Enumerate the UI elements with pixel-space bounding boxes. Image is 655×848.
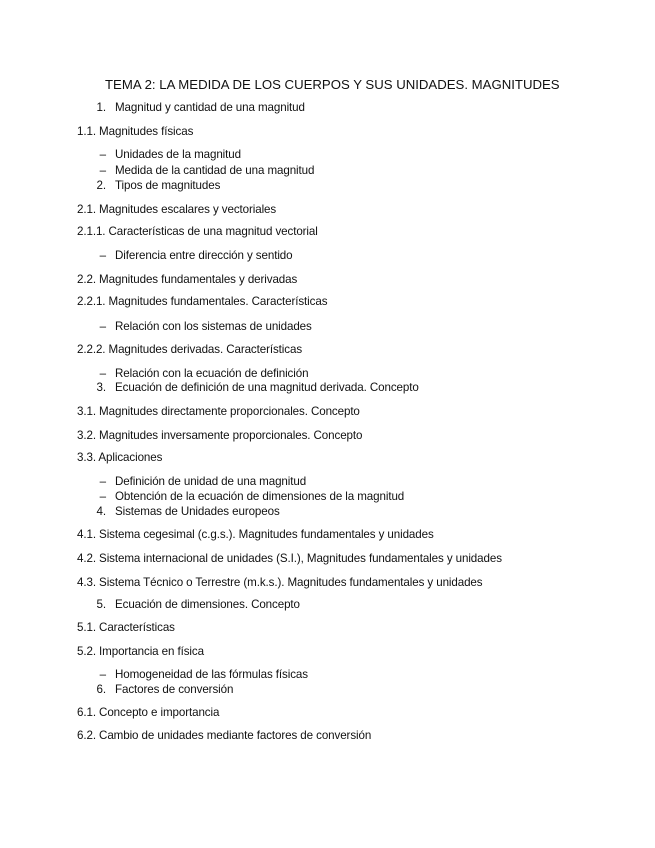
outline-heading: 2.2. Magnitudes fundamentales y derivadas [77,273,298,286]
bullet-item-text: Homogeneidad de las fórmulas físicas [115,668,308,681]
list-number: 2. [96,179,106,192]
numbered-item-text: Sistemas de Unidades europeos [115,505,280,518]
bullet-item-text: Relación con la ecuación de definición [115,367,309,380]
outline-heading: 2.2.1. Magnitudes fundamentales. Características [77,295,328,308]
outline-heading: 6.2. Cambio de unidades mediante factores de conversión [77,729,372,742]
outline-heading: 6.1. Concepto e importancia [77,706,220,719]
numbered-item-text: Tipos de magnitudes [115,179,221,192]
outline-heading: 4.3. Sistema Técnico o Terrestre (m.k.s.). Magnitudes fundamentales y unidades [77,576,483,589]
numbered-item-text: Ecuación de definición de una magnitud derivada. Concepto [115,381,419,394]
outline-heading: 4.1. Sistema cegesimal (c.g.s.). Magnitudes fundamentales y unidades [77,528,434,541]
list-number: 6. [96,683,106,696]
outline-heading: 2.1. Magnitudes escalares y vectoriales [77,203,277,216]
outline-heading: 2.1.1. Características de una magnitud vectorial [77,225,318,238]
outline-heading: 4.2. Sistema internacional de unidades (S.I.), Magnitudes fundamentales y unidades [77,552,502,565]
bullet-item-text: Diferencia entre dirección y sentido [115,249,293,262]
bullet-item-text: Obtención de la ecuación de dimensiones de la magnitud [115,490,405,503]
outline-heading: 3.3. Aplicaciones [77,451,163,464]
list-number: 4. [96,505,106,518]
numbered-item-text: Ecuación de dimensiones. Concepto [115,598,300,611]
bullet-item-text: Unidades de la magnitud [115,148,241,161]
list-number: 3. [96,381,106,394]
outline-heading: 5.1. Características [77,621,175,634]
list-dash: – [99,148,106,161]
bullet-item-text: Relación con los sistemas de unidades [115,320,312,333]
list-dash: – [99,367,106,380]
numbered-item-text: Factores de conversión [115,683,234,696]
list-number: 1. [96,101,106,114]
list-dash: – [99,668,106,681]
outline-heading: 3.1. Magnitudes directamente proporcionales. Concepto [77,405,360,418]
list-dash: – [99,490,106,503]
list-dash: – [99,320,106,333]
outline-heading: 3.2. Magnitudes inversamente proporcionales. Concepto [77,429,363,442]
list-dash: – [99,475,106,488]
outline-heading: 5.2. Importancia en física [77,645,204,658]
document-title: TEMA 2: LA MEDIDA DE LOS CUERPOS Y SUS UNIDADES. MAGNITUDES [105,77,560,92]
numbered-item-text: Magnitud y cantidad de una magnitud [115,101,305,114]
bullet-item-text: Medida de la cantidad de una magnitud [115,164,315,177]
bullet-item-text: Definición de unidad de una magnitud [115,475,307,488]
list-dash: – [99,164,106,177]
list-number: 5. [96,598,106,611]
list-dash: – [99,249,106,262]
outline-heading: 1.1. Magnitudes físicas [77,125,194,138]
outline-heading: 2.2.2. Magnitudes derivadas. Características [77,343,303,356]
